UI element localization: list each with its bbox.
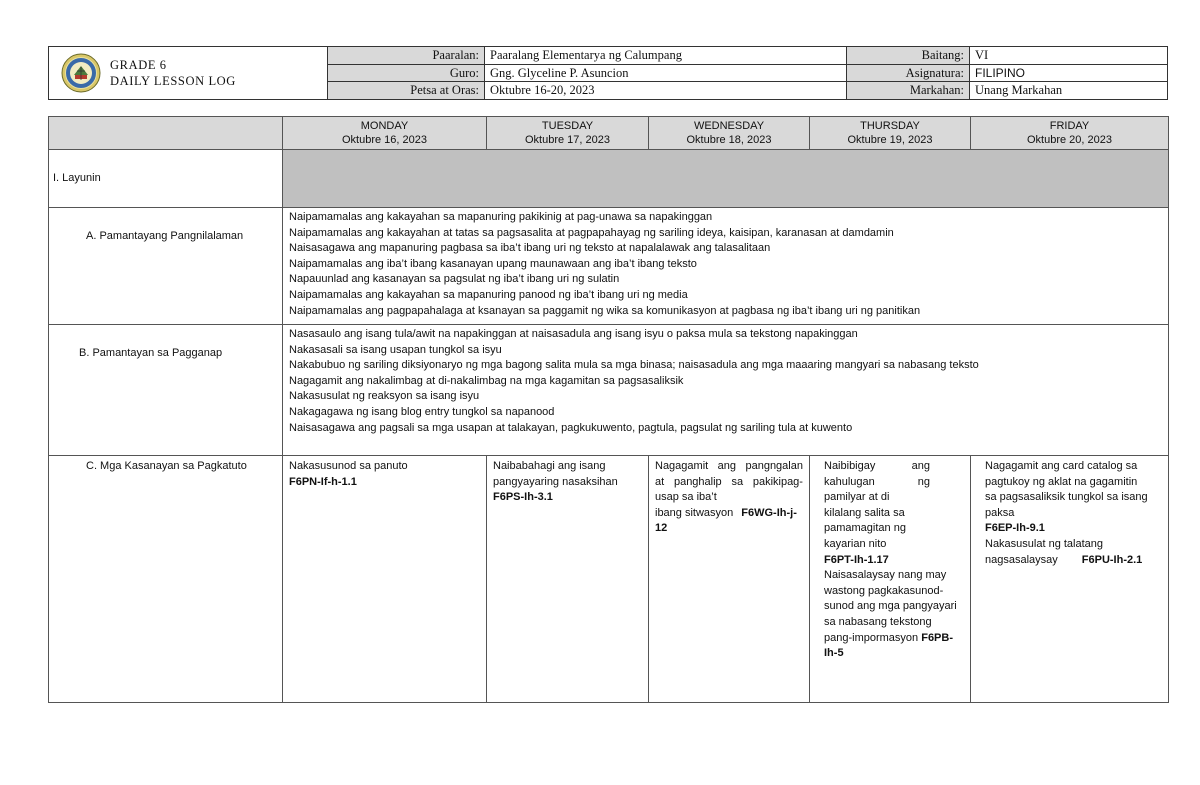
competency-line bbox=[824, 631, 970, 647]
competency-line bbox=[655, 475, 803, 491]
competency-line: usap sa iba’t bbox=[655, 491, 717, 504]
competency-line bbox=[655, 506, 803, 522]
competency-text: Nakasusunod sa panuto bbox=[289, 460, 408, 472]
kasanayan-label: C. Mga Kasanayan sa Pagkatuto bbox=[86, 460, 247, 472]
day-name: WEDNESDAY bbox=[693, 119, 765, 132]
competency-line: paksa bbox=[985, 506, 1015, 519]
day-wednesday bbox=[649, 117, 810, 150]
quarter-label: Markahan: bbox=[846, 82, 969, 99]
day-thursday bbox=[810, 117, 971, 150]
competency-code: 12 bbox=[655, 522, 668, 535]
performance-line: Nakabubuo ng sariling diksiyonaryo ng mga bagong salita mula sa mga binasa; naisasadula ang mga maaaring mangyari sa nabasang teksto bbox=[289, 359, 979, 372]
competency-line: pamamagitan ng bbox=[824, 522, 906, 535]
grade-label: GRADE 6 bbox=[110, 58, 167, 72]
header-info-grid bbox=[328, 47, 1167, 99]
brand-text bbox=[110, 57, 236, 89]
competency-thursday bbox=[810, 456, 971, 703]
competency-line: pamilyar at di bbox=[824, 491, 890, 504]
day-name: THURSDAY bbox=[860, 119, 920, 132]
day-tuesday bbox=[487, 117, 649, 150]
competency-text: ibang sitwasyon bbox=[655, 506, 734, 519]
kasanayan-row bbox=[49, 456, 1169, 703]
school-value: Paaralang Elementarya ng Calumpang bbox=[484, 47, 846, 65]
pangnilalaman-label: A. Pamantayang Pangnilalaman bbox=[86, 230, 244, 242]
competency-line: kayarian nito bbox=[824, 537, 887, 550]
brand-block bbox=[49, 47, 328, 99]
competency-line: kilalang salita sa bbox=[824, 506, 905, 519]
layunin-label: I. Layunin bbox=[49, 150, 283, 208]
day-date: Oktubre 17, 2023 bbox=[524, 134, 610, 146]
layunin-row bbox=[49, 150, 1169, 208]
day-name: FRIDAY bbox=[1049, 119, 1090, 132]
pangnilalaman-label-cell bbox=[49, 208, 283, 325]
competency-code: F6PT-Ih-1.17 bbox=[824, 553, 889, 566]
competency-line: Nakasusulat ng talatang bbox=[985, 537, 1104, 550]
day-date: Oktubre 20, 2023 bbox=[1026, 134, 1112, 146]
competency-line bbox=[655, 459, 803, 475]
pagganap-content bbox=[283, 325, 1169, 456]
competency-line: wastong pagkakasunod- bbox=[824, 584, 944, 597]
school-seal-icon bbox=[61, 53, 101, 93]
day-monday bbox=[283, 117, 487, 150]
competency-line: Nagagamit ang card catalog sa bbox=[985, 460, 1138, 472]
standard-line: Naipamamalas ang iba’t ibang kasanayan upang maunawaan ang iba’t ibang teksto bbox=[289, 257, 697, 270]
competency-text: nagsasalaysay bbox=[985, 553, 1058, 566]
standard-line: Naipamamalas ang kakayahan sa mapanuring panood ng iba’t ibang uri ng media bbox=[289, 288, 688, 301]
competency-line: sa pagsasaliksik tungkol sa isang bbox=[985, 491, 1148, 504]
subject-value: FILIPINO bbox=[969, 65, 1167, 82]
performance-line: Naisasagawa ang pagsali sa mga usapan at talakayan, pagkukuwento, pagtula, pagsulat ng sariling tula at kuwento bbox=[289, 421, 853, 434]
performance-line: Nakasasali sa isang usapan tungkol sa isyu bbox=[289, 343, 502, 356]
competency-friday bbox=[971, 456, 1169, 703]
competency-code: F6PN-If-h-1.1 bbox=[289, 475, 357, 488]
day-header-row bbox=[49, 117, 1169, 150]
date-time-value: Oktubre 16-20, 2023 bbox=[484, 82, 846, 99]
subject-label: Asignatura: bbox=[846, 65, 969, 82]
day-name: MONDAY bbox=[360, 119, 409, 132]
word: ang bbox=[911, 460, 930, 472]
word: pakikipag- bbox=[752, 475, 803, 488]
date-time-label: Petsa at Oras: bbox=[328, 82, 484, 99]
competency-text: pang-impormasyon bbox=[824, 631, 919, 644]
competency-wednesday bbox=[649, 456, 810, 703]
word: ng bbox=[917, 475, 930, 488]
competency-code: Ih-5 bbox=[824, 647, 844, 660]
grade-level-label: Baitang: bbox=[846, 47, 969, 65]
word: ang bbox=[717, 460, 737, 472]
pagganap-label: B. Pamantayan sa Pagganap bbox=[79, 347, 223, 359]
competency-line: Naisasalaysay nang may bbox=[824, 569, 947, 582]
corner-cell bbox=[49, 117, 283, 150]
day-date: Oktubre 19, 2023 bbox=[847, 134, 933, 146]
competency-line: sunod ang mga pangyayari bbox=[824, 600, 957, 613]
pangnilalaman-row bbox=[49, 208, 1169, 325]
teacher-value: Gng. Glyceline P. Asuncion bbox=[484, 65, 846, 82]
quarter-value: Unang Markahan bbox=[969, 82, 1167, 99]
day-date: Oktubre 18, 2023 bbox=[686, 134, 772, 146]
competency-monday bbox=[283, 456, 487, 703]
competency-tuesday bbox=[487, 456, 649, 703]
standard-line: Napauunlad ang kasanayan sa pagsulat ng iba’t ibang uri ng sulatin bbox=[289, 273, 620, 286]
layunin-band bbox=[283, 150, 1169, 208]
school-label: Paaralan: bbox=[328, 47, 484, 65]
day-name: TUESDAY bbox=[541, 119, 594, 132]
word: pangngalan bbox=[745, 460, 803, 472]
competency-text: Naibabahagi ang isang bbox=[493, 460, 606, 472]
performance-line: Nakasusulat ng reaksyon sa isang isyu bbox=[289, 390, 480, 403]
word: Nagagamit bbox=[655, 460, 709, 472]
competency-line: pagtukoy ng aklat na gagamitin bbox=[985, 475, 1138, 488]
kasanayan-label-cell bbox=[49, 456, 283, 703]
standard-line: Naipamamalas ang kakayahan at tatas sa pagsasalita at pagpapahayag ng sariling ideya, kaisipan, karanasan at damdamin bbox=[289, 226, 894, 239]
competency-code: F6PB- bbox=[921, 631, 953, 644]
day-date: Oktubre 16, 2023 bbox=[341, 134, 427, 146]
pagganap-row bbox=[49, 325, 1169, 456]
standard-line: Naipamamalas ang kakayahan sa mapanuring pakikinig at pag-unawa sa napakinggan bbox=[289, 211, 713, 223]
teacher-label: Guro: bbox=[328, 65, 484, 82]
lesson-log-table bbox=[48, 116, 1169, 703]
lesson-log-header bbox=[48, 46, 1168, 100]
standard-line: Naisasagawa ang mapanuring pagbasa sa iba’t ibang uri ng teksto at napalalawak ang talasalitaan bbox=[289, 242, 771, 255]
standard-line: Naipamamalas ang pagpapahalaga at ksanayan sa paggamit ng wika sa komunikasyon at pagbasa ng iba’t ibang uri ng panitikan bbox=[289, 304, 921, 317]
competency-line bbox=[824, 475, 930, 491]
log-title: DAILY LESSON LOG bbox=[110, 74, 236, 88]
competency-code: F6PS-Ih-3.1 bbox=[493, 491, 553, 504]
day-friday bbox=[971, 117, 1169, 150]
competency-code: F6PU-Ih-2.1 bbox=[1081, 553, 1143, 566]
pagganap-label-cell bbox=[49, 325, 283, 456]
competency-line bbox=[985, 553, 1162, 569]
performance-line: Nagagamit ang nakalimbag at di-nakalimbag na mga kagamitan sa pagsasaliksik bbox=[289, 374, 684, 387]
performance-line: Nasasaulo ang isang tula/awit na napakinggan at naisasadula ang isang isyu o paksa mula sa tekstong napakinggan bbox=[289, 328, 858, 340]
competency-code: F6WG-Ih-j- bbox=[741, 506, 797, 519]
competency-code: F6EP-Ih-9.1 bbox=[985, 522, 1045, 535]
competency-line bbox=[824, 459, 930, 475]
performance-line: Nakagagawa ng isang blog entry tungkol sa napanood bbox=[289, 405, 555, 418]
competency-text: pangyayaring nasaksihan bbox=[493, 475, 618, 488]
word: panghalip bbox=[673, 475, 722, 488]
word: kahulugan bbox=[824, 475, 875, 488]
word: sa bbox=[731, 475, 744, 488]
pangnilalaman-content bbox=[283, 208, 1169, 325]
word: at bbox=[655, 475, 665, 488]
grade-level-value: VI bbox=[969, 47, 1167, 65]
word: Naibibigay bbox=[824, 460, 876, 472]
competency-line: sa nabasang tekstong bbox=[824, 615, 932, 628]
